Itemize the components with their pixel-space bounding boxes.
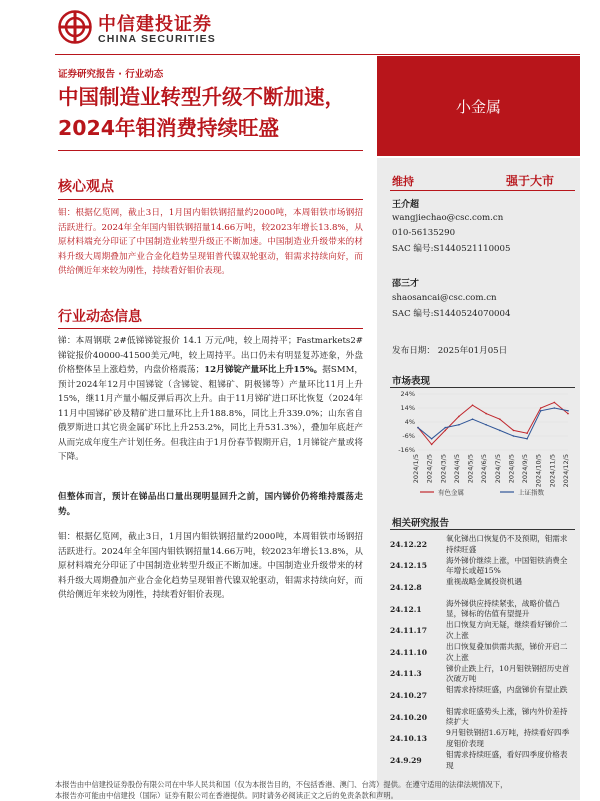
related-report-item[interactable]	[390, 556, 575, 578]
chart-data-point	[472, 404, 474, 406]
analyst-2-sac: SAC 编号:S1440524070004	[392, 309, 511, 319]
analyst-1-email: wangjiechao@csc.com.cn	[392, 213, 504, 223]
chart-y-tick-label: 14%	[400, 404, 415, 412]
related-report-title: 氧化锑出口恢复仍不及预期，钼需求持续旺盛	[446, 534, 568, 554]
related-report-item[interactable]	[390, 534, 575, 556]
chart-x-tick-label: 2024/11/5	[548, 454, 557, 488]
chart-x-tick-label: 2024/9/5	[521, 454, 530, 484]
chart-data-point	[526, 438, 528, 440]
related-reports-heading: 相关研究报告	[392, 518, 450, 529]
related-report-date: 24.12.22	[390, 539, 427, 549]
related-report-date: 24.10.27	[390, 690, 427, 700]
chart-data-point	[444, 427, 446, 429]
antimony-text-c: 据SMM，预计2024年12月中国锑锭（含锑锭、粗锑矿、阴极锑等）产量环比11月上升15%，继11月产量小幅反弹后再次上升。由于11月锑矿进口环比恢复（2024年11月中国锑矿砂及精矿进口量环比上升188.8%，同比上升339.0%；山东省自俄罗斯进口其它贵金属矿环比上升253.2%，同比上升531.3%），叠加年底赶产从而完成年度生产计划任务。但我注由于1月份春节假期开启，1月锑锭产量或将下降。	[58, 365, 363, 462]
related-report-date: 24.10.13	[390, 733, 427, 743]
chart-data-point	[540, 407, 542, 409]
core-view-divider	[58, 199, 363, 200]
chart-data-point	[499, 418, 501, 420]
related-report-item[interactable]	[390, 642, 575, 664]
rating-value: 强于大市	[506, 174, 555, 188]
antimony-text-a: 锑：本周钢联 2#低锑锑锭报价 14.1 万元/吨，较上周持平；Fastmarkets2#锑锭报价40000-41500美元/吨，较上周持平。出口仍未有明显复苏迹象，外盘价格整体呈上涨趋势，内盘价格震荡；	[58, 336, 363, 375]
related-report-title: 海外锑供应持续紧张，战略价值凸显，锑标的估值有望提升	[446, 598, 560, 619]
related-report-item[interactable]	[390, 599, 575, 621]
chart-x-tick-label: 2024/10/5	[534, 454, 543, 488]
related-report-item[interactable]	[390, 577, 575, 599]
related-report-date: 24.10.20	[390, 712, 427, 722]
related-report-title: 钼需求旺盛势头上涨，锑内外价差持续扩大	[446, 706, 568, 727]
chart-data-point	[513, 430, 515, 432]
antimony-text-bold: 12月锑锭产量环比上升15%。	[204, 365, 323, 375]
chart-data-point	[554, 407, 556, 409]
industry-heading: 行业动态信息	[58, 309, 142, 325]
publish-date: 发布日期： 2025年01月05日	[392, 346, 508, 356]
related-report-item[interactable]	[390, 750, 575, 772]
market-divider	[390, 387, 575, 388]
related-report-item[interactable]	[390, 728, 575, 750]
chart-data-point	[458, 424, 460, 426]
report-title: 中国制造业转型升级不断加速，2024年钼消费持续旺盛	[58, 85, 345, 140]
chart-data-point	[431, 444, 433, 446]
chart-x-tick-label: 2024/8/5	[507, 454, 516, 484]
chart-data-point	[526, 432, 528, 434]
related-report-title: 重视战略金属投资机遇	[446, 577, 522, 587]
related-report-date: 24.12.1	[390, 604, 422, 614]
chart-data-point	[567, 413, 569, 415]
chart-x-tick-label: 2024/7/5	[493, 454, 502, 484]
molybdenum-paragraph: 钼：根据亿览网，截止3日，1月国内钼铁钢招量约2000吨，本周钼铁市场钢招活跃进行。2024年全年国内钼铁钢招量14.66万吨，较2023年增长13.8%，从原材料端充分印证了中国制造业转型升级正不断加速。中国制造业升级带来的材料升级大周期叠加产业合金化趋势呈现钼普代镍双轮驱动，钼需求持续向好，而供给侧近年来较为刚性，持续看好钼价表现。	[58, 532, 363, 600]
company-name-en: CHINA SECURITIES	[98, 33, 216, 45]
related-report-date: 24.11.3	[390, 669, 422, 679]
chart-x-tick-label: 2024/2/5	[425, 454, 434, 484]
related-report-title: 出口恢复方向无疑，继续看好锑价二次上涨	[446, 620, 568, 640]
related-report-item[interactable]	[390, 620, 575, 642]
chart-x-tick-label: 2024/1/5	[412, 454, 420, 484]
chart-y-tick-label: 24%	[400, 390, 415, 398]
related-report-title: 出口恢复叠加供需共振，锑价开启二次上涨	[446, 642, 568, 662]
related-report-item[interactable]	[390, 707, 575, 729]
chart-data-point	[567, 410, 569, 412]
chart-x-tick-label: 2024/4/5	[452, 454, 461, 484]
analyst-2-name: 邵三才	[392, 279, 420, 289]
chart-series-line-nonferrous	[418, 402, 568, 444]
chart-y-tick-label: 4%	[404, 418, 415, 426]
related-report-title: 9月钼铁钢招1.6万吨，持续看好四季度钼价表现	[446, 728, 570, 748]
core-view-heading: 核心观点	[58, 179, 114, 195]
chart-data-point	[444, 430, 446, 432]
analyst-1-sac: SAC 编号:S1440521110005	[392, 244, 511, 254]
related-divider	[390, 529, 575, 530]
chart-x-tick-label: 2024/6/5	[480, 454, 489, 484]
disclaimer-footer	[55, 779, 580, 801]
related-report-item[interactable]	[390, 685, 575, 707]
analyst-1-name: 王介超	[392, 200, 420, 210]
related-report-title: 锑价止跌上行，10月钼铁钢招历史首次破万吨	[446, 663, 570, 684]
chart-data-point	[499, 430, 501, 432]
chart-data-point	[554, 402, 556, 404]
title-divider	[58, 150, 363, 151]
industry-divider	[58, 328, 363, 329]
rating-maintain: 维持	[392, 175, 414, 188]
related-report-title: 钼需求持续旺盛，看好四季度价格表现	[446, 750, 568, 770]
disclaimer-line-1: 本报告由中信建投证券股份有限公司在中华人民共和国（仅为本报告目的，不包括香港、澳门、台湾）提供。在遵守适用的法律法规情况下，	[55, 780, 508, 789]
core-view-text: 钼：根据亿览网，截止3日，1月国内钼铁钢招量约2000吨，本周钼铁市场钢招活跃进行。2024年全年国内钼铁钢招量14.66万吨，较2023年增长13.8%，从原材料端充分印证了中国制造业转型升级正不断加速。中国制造业升级带来的材料升级大周期叠加产业合金化趋势呈现钼普代镍双轮驱动，钼需求持续向好，而供给侧近年来较为刚性，持续看好钼价表现。	[58, 208, 363, 276]
antimony-paragraph	[58, 334, 363, 465]
chart-y-tick-label: -6%	[402, 432, 415, 440]
sector-text: 小金属	[455, 97, 501, 116]
related-report-date: 24.12.8	[390, 582, 422, 592]
chart-x-tick-label: 2024/3/5	[439, 454, 448, 484]
related-report-title: 钼需求持续旺盛，内盘锑价有望止跌	[446, 685, 568, 695]
sector-label	[377, 56, 580, 156]
related-report-date: 24.11.17	[390, 625, 427, 635]
company-logo-icon	[58, 10, 92, 44]
chart-x-tick-label: 2024/12/5	[562, 454, 570, 488]
related-report-date: 24.12.15	[390, 561, 427, 571]
chart-legend-label: 有色金属	[438, 488, 464, 497]
chart-data-point	[458, 416, 460, 418]
market-performance-heading: 市场表现	[392, 376, 431, 387]
chart-data-point	[540, 410, 542, 412]
document-type: 证券研究报告 · 行业动态	[58, 69, 164, 80]
analyst-1-phone: 010-56135290	[392, 228, 456, 238]
analyst-2-email: shaosancai@csc.com.cn	[392, 293, 497, 303]
rating-divider	[390, 190, 575, 191]
chart-data-point	[485, 424, 487, 426]
company-name-cn: 中信建投证券	[98, 14, 212, 35]
market-performance-chart	[388, 390, 578, 502]
chart-data-point	[472, 418, 474, 420]
chart-legend-label: 上证指数	[518, 488, 544, 497]
chart-data-point	[417, 427, 419, 429]
chart-data-point	[431, 438, 433, 440]
chart-x-tick-label: 2024/5/5	[466, 454, 475, 484]
chart-y-tick-label: -16%	[398, 446, 415, 454]
related-report-date: 24.11.10	[390, 647, 427, 657]
related-report-title: 海外锑价继续上涨，中国钼铁消费全年增长或超15%	[446, 555, 568, 576]
header-divider	[55, 54, 580, 55]
chart-series-line-shanghai-index	[418, 408, 568, 439]
antimony-conclusion: 但整体而言，预计在锑品出口量出现明显回升之前，国内锑价仍将维持震荡走势。	[58, 492, 363, 517]
chart-data-point	[513, 435, 515, 437]
disclaimer-line-2: 本报告亦可能由中信建投（国际）证券有限公司在香港提供。同时请务必阅读正文之后的免责条款和声明。	[55, 791, 398, 800]
chart-data-point	[485, 413, 487, 415]
related-report-item[interactable]	[390, 664, 575, 686]
related-report-date: 24.9.29	[390, 755, 422, 765]
